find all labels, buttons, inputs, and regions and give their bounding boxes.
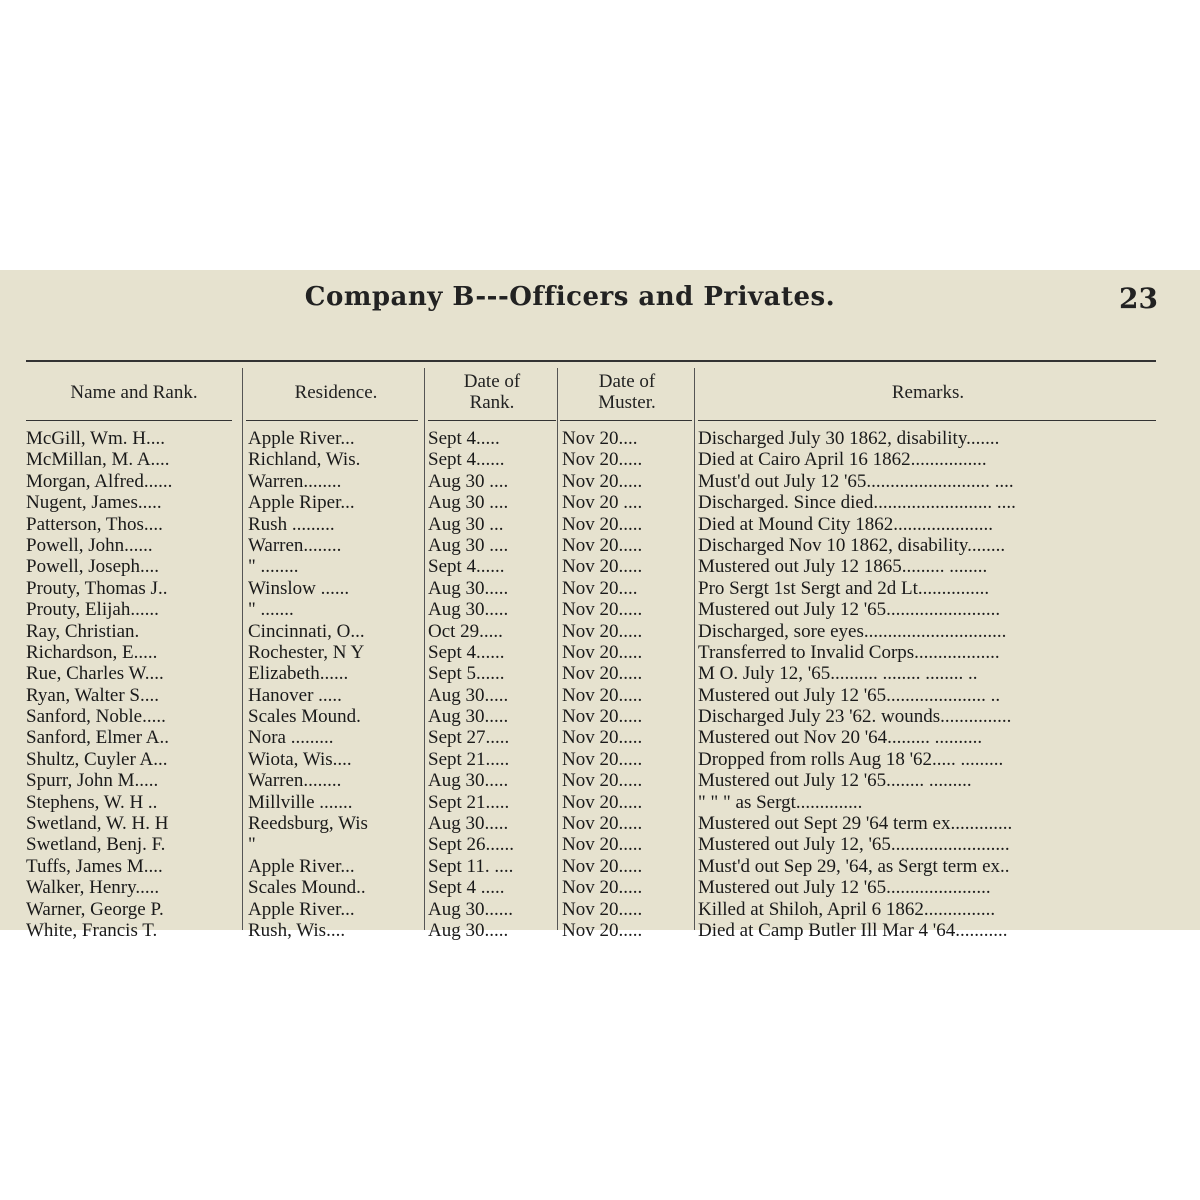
date-of-rank-cell: Sept 26...... — [428, 834, 515, 856]
table-row — [0, 621, 1200, 642]
date-of-muster-cell: Nov 20..... — [562, 556, 643, 578]
date-of-muster-cell: Nov 20..... — [562, 599, 643, 621]
name-and-rank-cell: Swetland, Benj. F. — [26, 834, 166, 856]
table-row — [0, 642, 1200, 663]
remarks-cell: Killed at Shiloh, April 6 1862............... — [698, 898, 996, 920]
date-of-muster-cell: Nov 20..... — [562, 770, 643, 792]
remarks-cell: Pro Sergt 1st Sergt and 2d Lt............... — [698, 577, 990, 599]
column-header-residence: Residence. — [294, 381, 378, 403]
table-row — [0, 685, 1200, 706]
remarks-cell: Dropped from rolls Aug 18 '62..... ......... — [698, 748, 1004, 770]
name-and-rank-cell: Powell, John...... — [26, 534, 153, 556]
residence-cell: Scales Mound.. — [248, 877, 366, 899]
residence-cell: Rush ......... — [248, 513, 335, 535]
date-of-rank-cell: Sept 4...... — [428, 641, 505, 663]
table-row — [0, 449, 1200, 470]
date-of-muster-cell: Nov 20..... — [562, 470, 643, 492]
column-header-date-of-muster: Date of Muster. — [598, 371, 656, 413]
table-header — [0, 364, 1200, 420]
name-and-rank-cell: Morgan, Alfred...... — [26, 470, 173, 492]
table-body — [0, 428, 1200, 941]
date-of-rank-cell: Sept 11. .... — [428, 855, 514, 877]
date-of-rank-cell: Aug 30..... — [428, 919, 509, 941]
name-and-rank-cell: Sanford, Noble..... — [26, 706, 166, 728]
date-of-muster-cell: Nov 20..... — [562, 834, 643, 856]
remarks-cell: Mustered out July 12 '65...................... — [698, 877, 991, 899]
remarks-cell: " " " as Sergt.............. — [698, 791, 863, 813]
date-of-muster-cell: Nov 20.... — [562, 577, 638, 599]
residence-cell: " ........ — [248, 556, 299, 578]
remarks-cell: M O. July 12, '65.......... ........ ........ .. — [698, 663, 978, 685]
table-row — [0, 492, 1200, 513]
remarks-cell: Discharged July 30 1862, disability....... — [698, 428, 1000, 449]
table-row — [0, 599, 1200, 620]
date-of-rank-cell: Aug 30...... — [428, 898, 513, 920]
page-title: Company B---Officers and Privates. — [304, 282, 836, 312]
name-and-rank-cell: Shultz, Cuyler A... — [26, 748, 168, 770]
name-and-rank-cell: McGill, Wm. H.... — [26, 428, 165, 449]
residence-cell: Apple Riper... — [248, 492, 355, 514]
table-row — [0, 514, 1200, 535]
date-of-muster-cell: Nov 20..... — [562, 449, 643, 471]
date-of-muster-cell: Nov 20..... — [562, 898, 643, 920]
residence-cell: Nora ......... — [248, 727, 334, 749]
remarks-cell: Discharged, sore eyes.............................. — [698, 620, 1007, 642]
date-of-rank-cell: Sept 4..... — [428, 428, 500, 449]
name-and-rank-cell: Nugent, James..... — [26, 492, 162, 514]
name-and-rank-cell: Patterson, Thos.... — [26, 513, 163, 535]
name-and-rank-cell: White, Francis T. — [26, 919, 158, 941]
table-row — [0, 856, 1200, 877]
date-of-rank-cell: Aug 30..... — [428, 813, 509, 835]
table-row — [0, 556, 1200, 577]
remarks-cell: Must'd out Sep 29, '64, as Sergt term ex.. — [698, 855, 1010, 877]
date-of-muster-cell: Nov 20..... — [562, 534, 643, 556]
date-of-rank-cell: Aug 30 ... — [428, 513, 504, 535]
table-row — [0, 899, 1200, 920]
date-of-muster-cell: Nov 20..... — [562, 813, 643, 835]
date-of-rank-cell: Sept 5...... — [428, 663, 505, 685]
remarks-cell: Died at Cairo April 16 1862................ — [698, 449, 987, 471]
remarks-cell: Mustered out Sept 29 '64 term ex............. — [698, 813, 1013, 835]
name-and-rank-cell: Stephens, W. H .. — [26, 791, 158, 813]
residence-cell: Cincinnati, O... — [248, 620, 365, 642]
date-of-rank-cell: Sept 4...... — [428, 449, 505, 471]
date-of-muster-cell: Nov 20..... — [562, 663, 643, 685]
date-of-rank-cell: Aug 30..... — [428, 770, 509, 792]
name-and-rank-cell: Walker, Henry..... — [26, 877, 160, 899]
table-row — [0, 749, 1200, 770]
date-of-muster-cell: Nov 20..... — [562, 684, 643, 706]
date-of-muster-cell: Nov 20..... — [562, 620, 643, 642]
date-of-rank-cell: Aug 30..... — [428, 684, 509, 706]
remarks-cell: Died at Camp Butler Ill Mar 4 '64........... — [698, 919, 1008, 941]
date-of-rank-cell: Aug 30..... — [428, 599, 509, 621]
name-and-rank-cell: Richardson, E..... — [26, 641, 158, 663]
remarks-cell: Mustered out July 12, '65......................... — [698, 834, 1010, 856]
table-row — [0, 877, 1200, 898]
name-and-rank-cell: Tuffs, James M.... — [26, 855, 163, 877]
column-header-remarks: Remarks. — [891, 381, 965, 403]
date-of-muster-cell: Nov 20..... — [562, 748, 643, 770]
table-row — [0, 663, 1200, 684]
date-of-rank-cell: Aug 30 .... — [428, 470, 509, 492]
table-row — [0, 792, 1200, 813]
header-underline — [428, 420, 556, 421]
header-underline — [698, 420, 1156, 421]
date-of-rank-cell: Sept 4...... — [428, 556, 505, 578]
residence-cell: Wiota, Wis.... — [248, 748, 352, 770]
date-of-muster-cell: Nov 20..... — [562, 919, 643, 941]
name-and-rank-cell: Warner, George P. — [26, 898, 164, 920]
date-of-muster-cell: Nov 20..... — [562, 513, 643, 535]
top-rule — [26, 360, 1156, 362]
name-and-rank-cell: Ray, Christian. — [26, 620, 140, 642]
page-number: 23 — [1119, 282, 1158, 315]
residence-cell: Warren........ — [248, 470, 342, 492]
name-and-rank-cell: Sanford, Elmer A.. — [26, 727, 170, 749]
table-row — [0, 770, 1200, 791]
residence-cell: " ....... — [248, 599, 294, 621]
residence-cell: Reedsburg, Wis — [248, 813, 368, 835]
name-and-rank-cell: McMillan, M. A.... — [26, 449, 170, 471]
date-of-rank-cell: Oct 29..... — [428, 620, 503, 642]
table-row — [0, 471, 1200, 492]
date-of-rank-cell: Aug 30 .... — [428, 492, 509, 514]
table-row — [0, 727, 1200, 748]
remarks-cell: Transferred to Invalid Corps.................. — [698, 641, 1000, 663]
remarks-cell: Mustered out July 12 '65........ ......... — [698, 770, 972, 792]
name-and-rank-cell: Prouty, Thomas J.. — [26, 577, 168, 599]
residence-cell: Apple River... — [248, 428, 355, 449]
residence-cell: " — [248, 834, 256, 856]
date-of-muster-cell: Nov 20.... — [562, 428, 638, 449]
table-row — [0, 578, 1200, 599]
name-and-rank-cell: Swetland, W. H. H — [26, 813, 169, 835]
residence-cell: Millville ....... — [248, 791, 353, 813]
residence-cell: Scales Mound. — [248, 706, 361, 728]
name-and-rank-cell: Spurr, John M..... — [26, 770, 159, 792]
table-row — [0, 706, 1200, 727]
header-underline — [26, 420, 232, 421]
residence-cell: Winslow ...... — [248, 577, 350, 599]
residence-cell: Apple River... — [248, 898, 355, 920]
table-row — [0, 920, 1200, 941]
remarks-cell: Mustered out July 12 '65..................... .. — [698, 684, 1001, 706]
remarks-cell: Died at Mound City 1862..................... — [698, 513, 994, 535]
column-header-name: Name and Rank. — [70, 381, 198, 403]
date-of-muster-cell: Nov 20..... — [562, 641, 643, 663]
name-and-rank-cell: Powell, Joseph.... — [26, 556, 159, 578]
residence-cell: Apple River... — [248, 855, 355, 877]
residence-cell: Rochester, N Y — [248, 641, 365, 663]
residence-cell: Hanover ..... — [248, 684, 342, 706]
remarks-cell: Discharged July 23 '62. wounds............... — [698, 706, 1012, 728]
remarks-cell: Must'd out July 12 '65.......................... .... — [698, 470, 1014, 492]
table-row — [0, 428, 1200, 449]
date-of-muster-cell: Nov 20..... — [562, 706, 643, 728]
date-of-rank-cell: Sept 4 ..... — [428, 877, 505, 899]
table-row — [0, 535, 1200, 556]
name-and-rank-cell: Prouty, Elijah...... — [26, 599, 159, 621]
document-page — [0, 270, 1200, 941]
remarks-cell: Mustered out July 12 '65........................ — [698, 599, 1001, 621]
header-underline — [560, 420, 692, 421]
remarks-cell: Discharged Nov 10 1862, disability........ — [698, 534, 1006, 556]
name-and-rank-cell: Ryan, Walter S.... — [26, 684, 159, 706]
date-of-rank-cell: Aug 30..... — [428, 706, 509, 728]
date-of-rank-cell: Aug 30..... — [428, 577, 509, 599]
residence-cell: Rush, Wis.... — [248, 919, 346, 941]
residence-cell: Richland, Wis. — [248, 449, 361, 471]
table-row — [0, 834, 1200, 855]
date-of-muster-cell: Nov 20 .... — [562, 492, 643, 514]
date-of-rank-cell: Sept 27..... — [428, 727, 510, 749]
date-of-rank-cell: Sept 21..... — [428, 748, 510, 770]
residence-cell: Warren........ — [248, 770, 342, 792]
date-of-muster-cell: Nov 20..... — [562, 855, 643, 877]
residence-cell: Warren........ — [248, 534, 342, 556]
date-of-muster-cell: Nov 20..... — [562, 791, 643, 813]
residence-cell: Elizabeth...... — [248, 663, 349, 685]
date-of-muster-cell: Nov 20..... — [562, 877, 643, 899]
column-header-date-of-rank: Date of Rank. — [463, 371, 521, 413]
remarks-cell: Discharged. Since died......................... .... — [698, 492, 1016, 514]
name-and-rank-cell: Rue, Charles W.... — [26, 663, 164, 685]
header-underline — [246, 420, 418, 421]
date-of-muster-cell: Nov 20..... — [562, 727, 643, 749]
date-of-rank-cell: Aug 30 .... — [428, 534, 509, 556]
date-of-rank-cell: Sept 21..... — [428, 791, 510, 813]
remarks-cell: Mustered out Nov 20 '64......... .......... — [698, 727, 983, 749]
remarks-cell: Mustered out July 12 1865......... ........ — [698, 556, 988, 578]
table-row — [0, 813, 1200, 834]
